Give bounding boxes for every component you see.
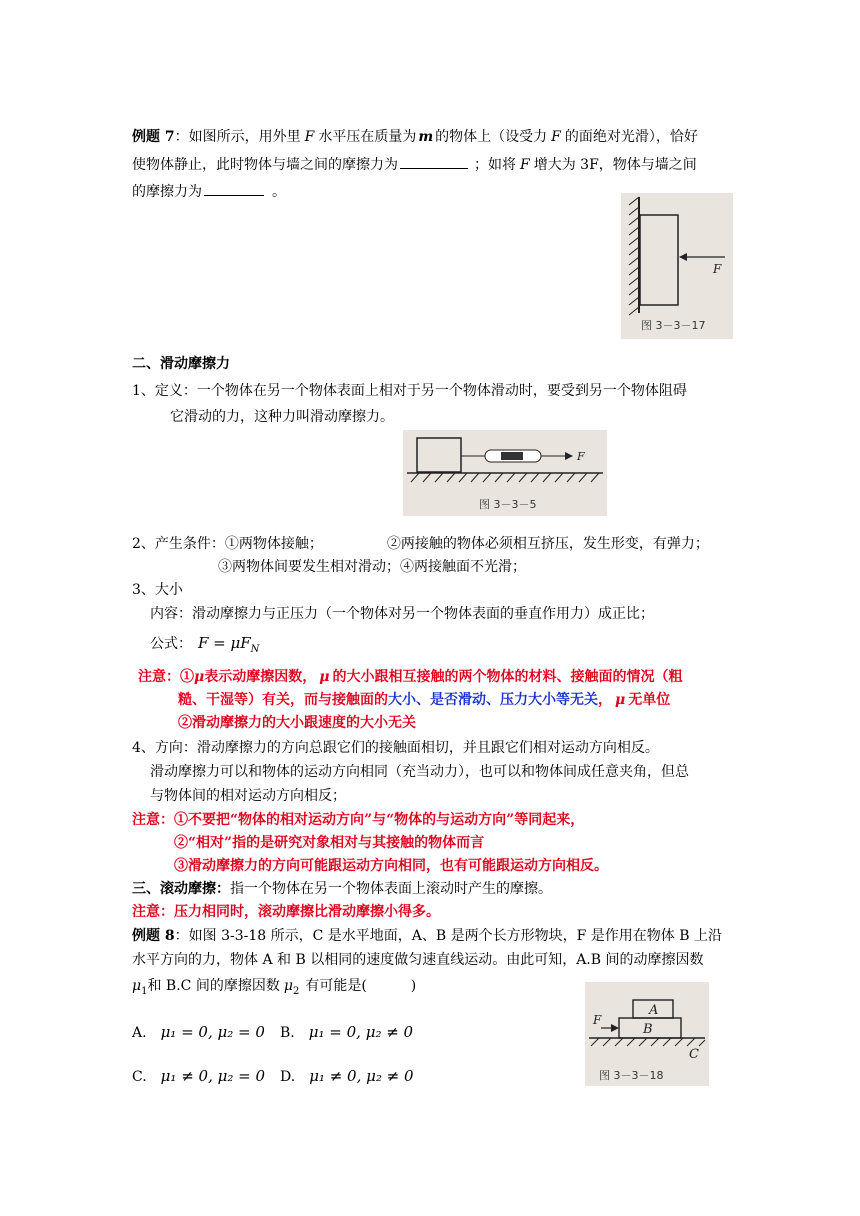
example-7-line-1: 例题 7：如图所示，用外里 F 水平压在质量为 m 的物体上（设受力 F 的面绝对光滑），恰好 <box>132 129 698 145</box>
direction-note-2: ②“相对”指的是研究对象相对与其接触的物体而言 <box>174 835 485 851</box>
force-label: F <box>593 1013 602 1027</box>
condition-line-2: ③两物体间要发生相对滑动；④两接触面不光滑； <box>218 559 526 575</box>
figure-3-3-5 <box>403 430 607 516</box>
note-2: ②滑动摩擦力的大小跟速度的大小无关 <box>178 715 416 731</box>
example-8-label: 例题 8 <box>132 928 175 944</box>
figure-3-3-18 <box>585 982 709 1086</box>
pull-force-label: F <box>577 450 585 463</box>
figure-caption: 图 3－3－17 <box>641 319 706 332</box>
definition-line-1: 1、定义：一个物体在另一个物体表面上相对于另一个物体滑动时，要受到另一个物体阻碍 <box>132 383 687 399</box>
section-3-title: 三、滚动摩擦： <box>132 881 230 897</box>
ground-c-label: C <box>689 1047 699 1062</box>
direction-line-3: 与物体间的相对运动方向相反； <box>150 788 346 804</box>
direction-line-2: 滑动摩擦力可以和物体的运动方向相同（充当动力），也可以和物体间成任意夹角，但总 <box>150 764 689 780</box>
option-c[interactable]: C. μ₁ ≠ 0, μ₂ = 0 <box>132 1067 266 1085</box>
example-8-line-1: 例题 8：如图 3-3-18 所示，C 是水平地面，A、B 是两个长方形物块，F 是作用在物体 B 上沿 <box>132 928 722 944</box>
note-1-line-2: 糙、干湿等）有关，而与接触面的大小、是否滑动、压力大小等无关， μ 无单位 <box>178 692 671 708</box>
example-7-label: 例题 7 <box>132 129 175 145</box>
direction-note-1: 注意：①不要把“物体的相对运动方向”与“物体的与运动方向”等同起来， <box>132 812 585 828</box>
section-3-line: 三、滚动摩擦：指一个物体在另一个物体表面上滚动时产生的摩擦。 <box>132 881 552 897</box>
friction-formula: F = μF <box>198 634 251 652</box>
option-b[interactable]: B. μ₁ = 0, μ₂ ≠ 0 <box>280 1023 414 1041</box>
condition-line-1: 2、产生条件：①两物体接触； ②两接触的物体必须相互挤压，发生形变，有弹力； <box>132 536 709 552</box>
block-spring-diagram <box>403 430 607 516</box>
block-a-label: A <box>649 1003 659 1018</box>
direction-line-1: 4、方向：滑动摩擦力的方向总跟它们的接触面相切，并且跟它们相对运动方向相反。 <box>132 740 659 756</box>
example-8-line-2: 水平方向的力，物体 A 和 B 以相同的速度做匀速直线运动。由此可知，A.B 间的动摩擦因数 <box>132 952 704 968</box>
option-d[interactable]: D. μ₁ ≠ 0, μ₂ ≠ 0 <box>280 1067 414 1085</box>
answer-blank-1[interactable] <box>400 154 468 169</box>
formula-line: 公式： $F = \mu F_N$ <box>150 634 260 655</box>
section-2-title: 二、滑动摩擦力 <box>132 356 230 372</box>
example-7-line-2: 使物体静止，此时物体与墙之间的摩擦力为 ；如将 F 增大为 3F，物体与墙之间 <box>132 154 697 175</box>
example-8-line-3: $\mu_1$和 B.C 间的摩擦因数 $\mu_2$ 有可能是( ) <box>132 978 417 997</box>
section-3-note: 注意：压力相同时，滚动摩擦比滑动摩擦小得多。 <box>132 904 440 920</box>
force-label: F <box>713 262 722 276</box>
block-b-label: B <box>643 1022 653 1037</box>
wall-block-diagram <box>621 193 733 339</box>
stacked-blocks-diagram <box>585 982 709 1086</box>
option-a[interactable]: A. μ₁ = 0, μ₂ = 0 <box>132 1023 265 1041</box>
answer-blank-2[interactable] <box>204 181 264 196</box>
size-heading: 3、大小 <box>132 582 183 598</box>
definition-line-2: 它滑动的力，这种力叫滑动摩擦力。 <box>170 409 394 425</box>
figure-caption: 图 3－3－18 <box>599 1069 664 1082</box>
direction-note-3: ③滑动摩擦力的方向可能跟运动方向相同，也有可能跟运动方向相反。 <box>174 858 608 874</box>
figure-3-3-17 <box>621 193 733 339</box>
size-content: 内容：滑动摩擦力与正压力（一个物体对另一个物体表面的垂直作用力）成正比； <box>150 606 654 622</box>
figure-caption: 图 3－3－5 <box>479 498 537 511</box>
example-7-line-3: 的摩擦力为 。 <box>132 181 286 202</box>
note-1-line-1: 注意：①μ表示动摩擦因数， μ 的大小跟相互接触的两个物体的材料、接触面的情况（粗 <box>138 669 683 685</box>
